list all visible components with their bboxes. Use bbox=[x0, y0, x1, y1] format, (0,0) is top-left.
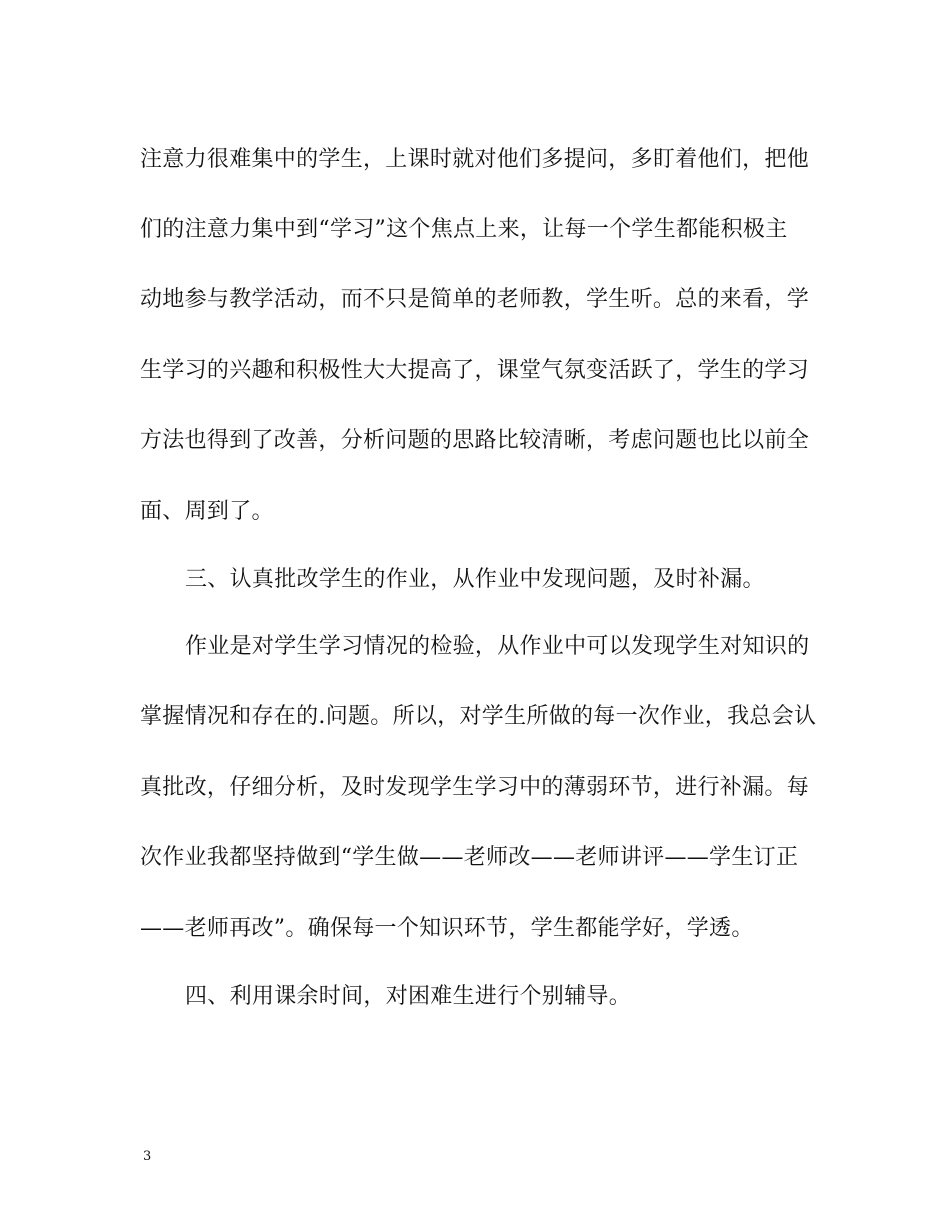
body-line: 们的注意力集中到“学习”这个焦点上来，让每一个学生都能积极主 bbox=[140, 217, 788, 242]
section-heading: 三、认真批改学生的作业，从作业中发现问题，及时补漏。 bbox=[185, 567, 765, 592]
body-line: 动地参与教学活动，而不只是简单的老师教，学生听。总的来看，学 bbox=[140, 287, 810, 312]
body-line: 作业是对学生学习情况的检验，从作业中可以发现学生对知识的 bbox=[185, 634, 810, 659]
body-line: 面、周到了。 bbox=[140, 499, 274, 524]
body-line: 注意力很难集中的学生，上课时就对他们多提问，多盯着他们，把他 bbox=[140, 147, 810, 172]
section-heading: 四、利用课余时间，对困难生进行个别辅导。 bbox=[185, 984, 632, 1009]
body-line: 方法也得到了改善，分析问题的思路比较清晰，考虑问题也比以前全 bbox=[140, 428, 810, 453]
page-number: 3 bbox=[143, 1149, 152, 1164]
body-line: 掌握情况和存在的.问题。所以，对学生所做的每一次作业，我总会认 bbox=[140, 704, 817, 729]
body-line: 真批改，仔细分析，及时发现学生学习中的薄弱环节，进行补漏。每 bbox=[140, 775, 810, 800]
body-line: 生学习的兴趣和积极性大大提高了，课堂气氛变活跃了，学生的学习 bbox=[140, 358, 810, 383]
body-line: 次作业我都坚持做到“学生做——老师改——老师讲评——学生订正 bbox=[140, 845, 799, 870]
body-line: ——老师再改”。确保每一个知识环节，学生都能学好，学透。 bbox=[140, 916, 754, 941]
